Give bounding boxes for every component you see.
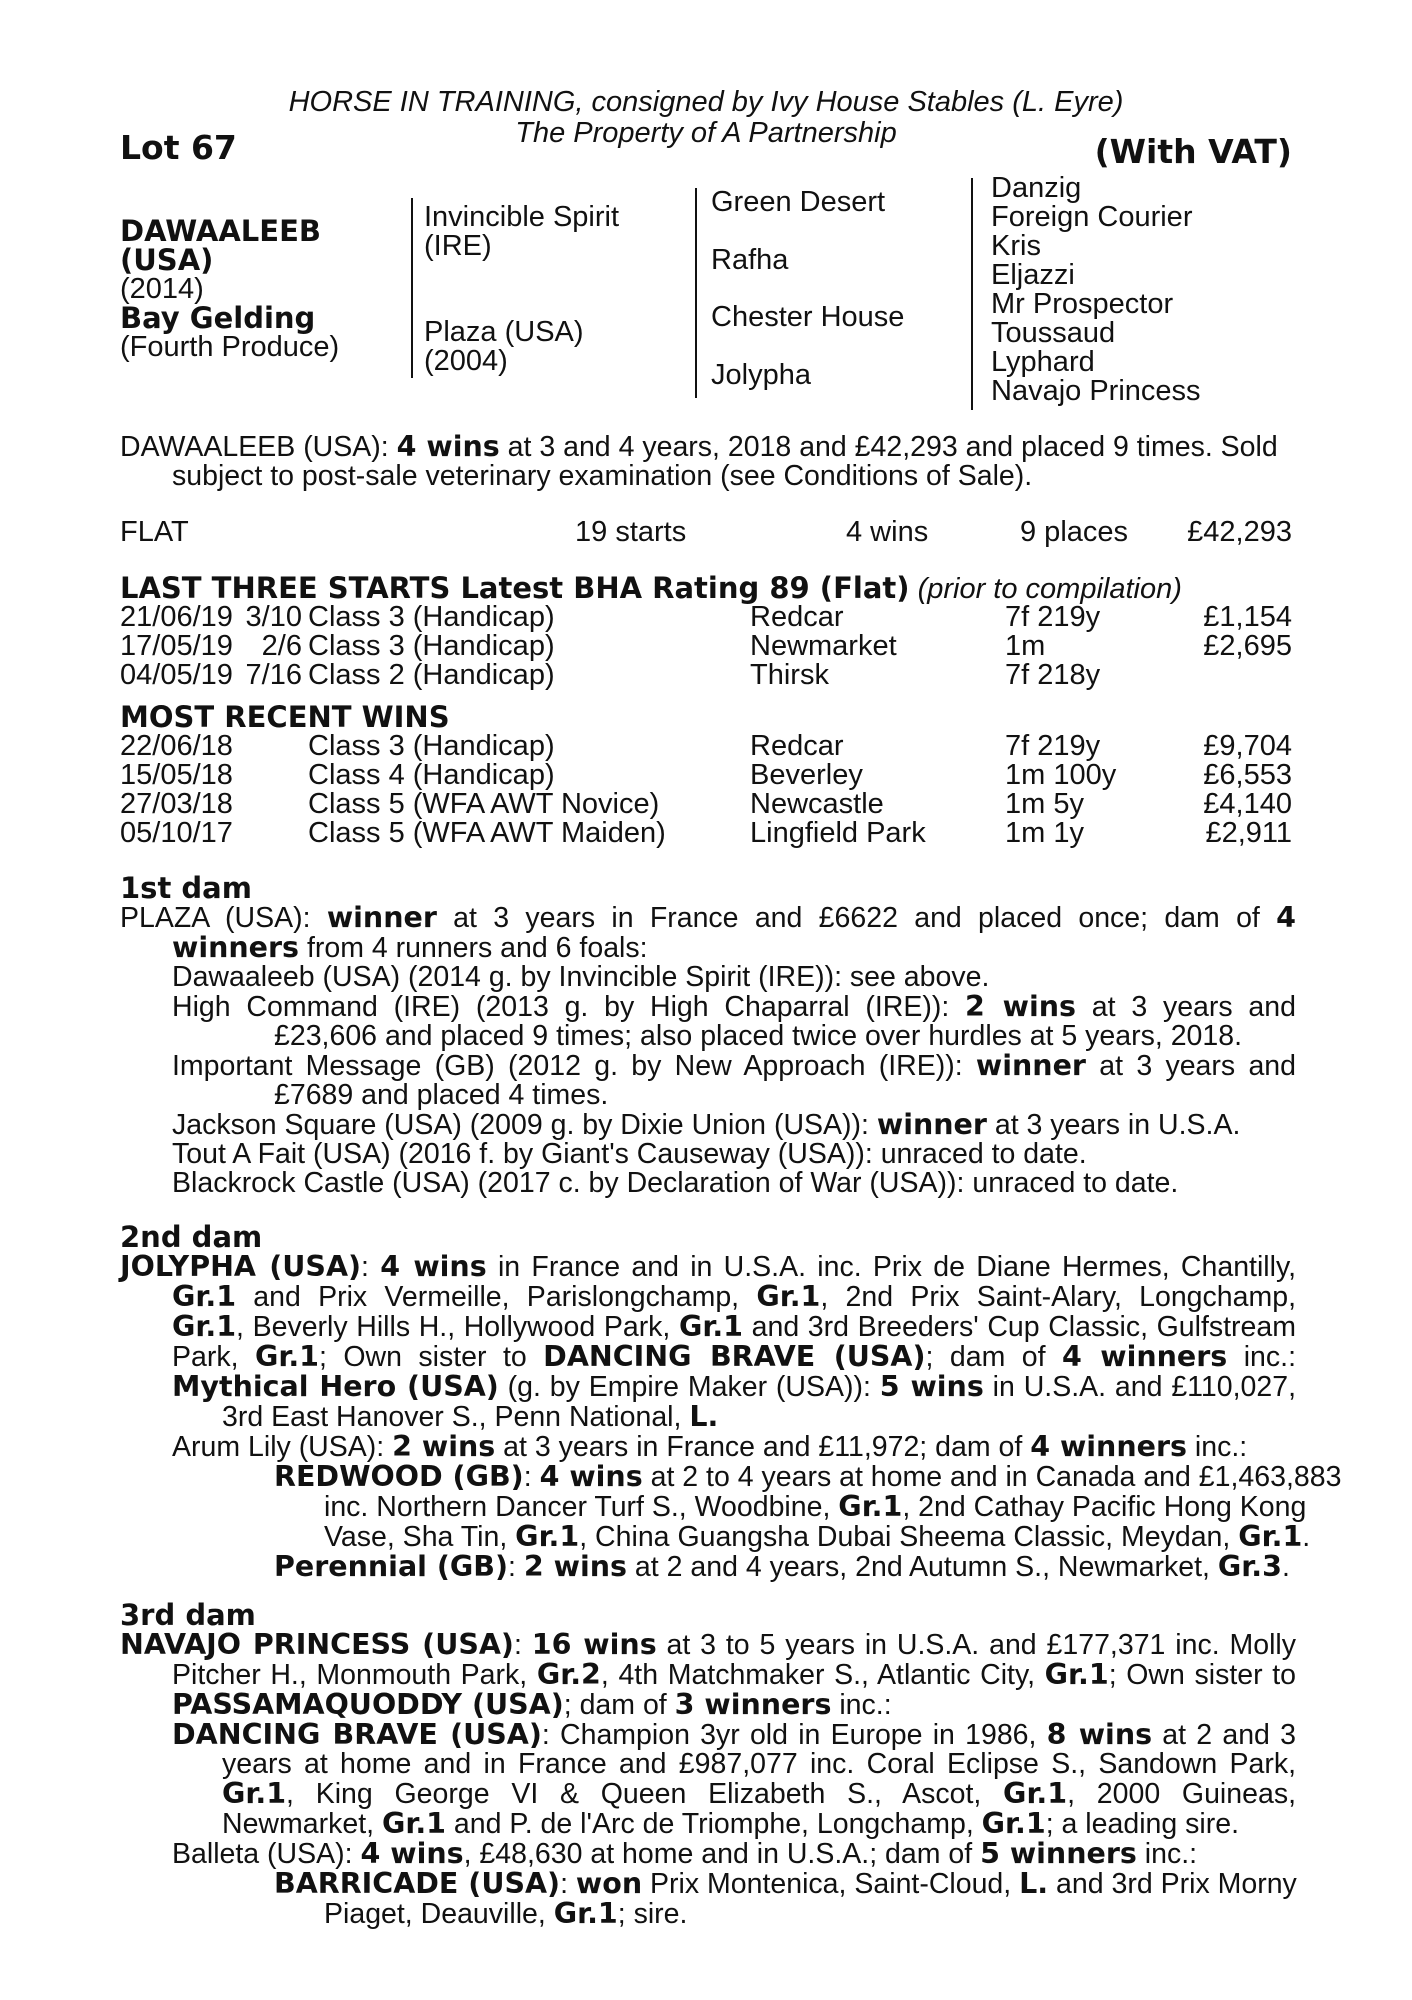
win-class: Class 4 (Handicap)	[308, 759, 555, 791]
dam3-line: years at home and in France and £987,077 inc. Coral Eclipse S., Sandown Park,	[222, 1748, 1296, 1780]
start-course: Newmarket	[750, 630, 897, 662]
summary-line2: subject to post-sale veterinary examination (see Conditions of Sale).	[172, 460, 1033, 492]
gen3-2: Foreign Courier	[991, 201, 1193, 233]
gen2-3: Chester House	[711, 301, 905, 333]
last-three-heading	[120, 571, 1182, 605]
dam2-line: inc. Northern Dancer Turf S., Woodbine, Gr.1, 2nd Cathay Pacific Hong Kong	[324, 1490, 1307, 1523]
start-prize: £1,154	[1203, 601, 1292, 633]
recent-wins-heading: MOST RECENT WINS	[120, 700, 450, 734]
dam1-heading: 1st dam	[120, 871, 252, 905]
win-date: 22/06/18	[120, 730, 233, 762]
sire-name: Invincible Spirit	[424, 201, 620, 233]
dam3-line: Balleta (USA): 4 wins, £48,630 at home and in U.S.A.; dam of 5 winners inc.:	[172, 1837, 1198, 1870]
win-class: Class 5 (WFA AWT Novice)	[308, 788, 660, 820]
dam1-line: Blackrock Castle (USA) (2017 c. by Declaration of War (USA)): unraced to date.	[172, 1167, 1179, 1199]
horse-country: (USA)	[120, 243, 214, 277]
win-course: Newcastle	[750, 788, 884, 820]
flat-prize: £42,293	[1187, 516, 1292, 548]
start-date: 04/05/19	[120, 659, 233, 691]
dam-year: (2004)	[424, 345, 508, 377]
dam2-line: JOLYPHA (USA): 4 wins in France and in U.S.A. inc. Prix de Diane Hermes, Chantilly,	[120, 1250, 1297, 1283]
dam1-line: PLAZA (USA): winner at 3 years in France and £6622 and placed once; dam of 4	[120, 901, 1296, 934]
dam1-line: Jackson Square (USA) (2009 g. by Dixie Union (USA)): winner at 3 years in U.S.A.	[172, 1108, 1241, 1141]
gen3-5: Mr Prospector	[991, 288, 1174, 320]
win-distance: 7f 219y	[1005, 730, 1101, 762]
start-distance: 1m	[1005, 630, 1046, 662]
horse-year: (2014)	[120, 273, 204, 305]
flat-label: FLAT	[120, 516, 189, 548]
horse-produce: (Fourth Produce)	[120, 331, 340, 363]
gen3-1: Danzig	[991, 172, 1082, 204]
dam3-heading: 3rd dam	[120, 1598, 256, 1632]
start-position: 3/10	[245, 601, 302, 633]
start-class: Class 3 (Handicap)	[308, 601, 555, 633]
dam3-line: DANCING BRAVE (USA): Champion 3yr old in Europe in 1986, 8 wins at 2 and 3	[172, 1718, 1296, 1751]
start-prize: £2,695	[1203, 630, 1292, 662]
start-position: 7/16	[245, 659, 302, 691]
dam1-line: Important Message (GB) (2012 g. by New Approach (IRE)): winner at 3 years and	[172, 1049, 1296, 1082]
flat-wins: 4 wins	[846, 516, 929, 548]
win-date: 15/05/18	[120, 759, 233, 791]
win-distance: 1m 100y	[1005, 759, 1117, 791]
win-distance: 1m 5y	[1005, 788, 1084, 820]
dam2-text	[120, 1250, 1342, 1583]
dam3-line: Piaget, Deauville, Gr.1; sire.	[324, 1897, 688, 1930]
vat-label: (With VAT)	[1094, 132, 1292, 171]
dam-name: Plaza (USA)	[424, 316, 584, 348]
win-date: 27/03/18	[120, 788, 233, 820]
gen3-7: Lyphard	[991, 346, 1095, 378]
dam2-line: Perennial (GB): 2 wins at 2 and 4 years, 2nd Autumn S., Newmarket, Gr.3.	[274, 1550, 1290, 1583]
dam3-text	[120, 1630, 1296, 1929]
dam2-line: Park, Gr.1; Own sister to DANCING BRAVE (USA); dam of 4 winners inc.:	[172, 1340, 1296, 1373]
start-date: 21/06/19	[120, 601, 233, 633]
win-course: Beverley	[750, 759, 863, 791]
dam3-line: NAVAJO PRINCESS (USA): 16 wins at 3 to 5 years in U.S.A. and £177,371 inc. Molly	[120, 1628, 1296, 1661]
win-prize: £2,911	[1205, 817, 1292, 849]
win-prize: £4,140	[1203, 788, 1292, 820]
dam3-line: BARRICADE (USA): won Prix Montenica, Saint-Cloud, L. and 3rd Prix Morny	[274, 1867, 1297, 1900]
dam3-line: Gr.1, King George VI & Queen Elizabeth S., Ascot, Gr.1, 2000 Guineas,	[222, 1777, 1296, 1810]
property-line: The Property of A Partnership	[515, 117, 897, 149]
win-class: Class 3 (Handicap)	[308, 730, 555, 762]
flat-places: 9 places	[1020, 516, 1129, 548]
summary	[120, 432, 1296, 491]
lot-number: Lot 67	[120, 128, 237, 167]
dam1-line: £23,606 and placed 9 times; also placed twice over hurdles at 5 years, 2018.	[274, 1020, 1243, 1052]
consignor-line: HORSE IN TRAINING, consigned by Ivy House Stables (L. Eyre)	[288, 86, 1124, 118]
win-distance: 1m 1y	[1005, 817, 1084, 849]
start-class: Class 3 (Handicap)	[308, 630, 555, 662]
dam2-line: Gr.1 and Prix Vermeille, Parislongchamp, Gr.1, 2nd Prix Saint-Alary, Longchamp,	[172, 1280, 1296, 1313]
start-distance: 7f 219y	[1005, 601, 1101, 633]
gen2-2: Rafha	[711, 244, 789, 276]
start-class: Class 2 (Handicap)	[308, 659, 555, 691]
dam2-line: Mythical Hero (USA) (g. by Empire Maker (USA)): 5 wins in U.S.A. and £110,027,	[172, 1370, 1296, 1403]
divider-1	[411, 198, 413, 378]
start-distance: 7f 218y	[1005, 659, 1101, 691]
win-date: 05/10/17	[120, 817, 233, 849]
dam1-line: Dawaaleeb (USA) (2014 g. by Invincible Spirit (IRE)): see above.	[172, 961, 990, 993]
win-prize: £9,704	[1203, 730, 1292, 762]
dam2-line: REDWOOD (GB): 4 wins at 2 to 4 years at home and in Canada and £1,463,883	[274, 1460, 1342, 1493]
horse-sex: Bay Gelding	[120, 301, 316, 335]
summary-rest: at 3 and 4 years, 2018 and £42,293 and placed 9 times. Sold	[507, 431, 1278, 463]
dam1-line: Tout A Fait (USA) (2016 f. by Giant's Causeway (USA)): unraced to date.	[172, 1138, 1087, 1170]
start-course: Thirsk	[750, 659, 829, 691]
dam2-line: Arum Lily (USA): 2 wins at 3 years in France and £11,972; dam of 4 winners inc.:	[172, 1430, 1248, 1463]
dam1-line: High Command (IRE) (2013 g. by High Chaparral (IRE)): 2 wins at 3 years and	[172, 990, 1296, 1023]
dam1-line: winners from 4 runners and 6 foals:	[172, 931, 648, 964]
start-course: Redcar	[750, 601, 844, 633]
divider-2	[695, 188, 697, 398]
start-date: 17/05/19	[120, 630, 233, 662]
horse-name: DAWAALEEB	[120, 214, 321, 248]
start-position: 2/6	[261, 630, 302, 662]
dam1-line: £7689 and placed 4 times.	[274, 1079, 609, 1111]
win-class: Class 5 (WFA AWT Maiden)	[308, 817, 666, 849]
dam2-line: 3rd East Hanover S., Penn National, L.	[222, 1400, 719, 1433]
flat-starts: 19 starts	[575, 516, 687, 548]
win-prize: £6,553	[1203, 759, 1292, 791]
dam2-line: Gr.1, Beverly Hills H., Hollywood Park, Gr.1 and 3rd Breeders' Cup Classic, Gulfstream	[172, 1310, 1296, 1343]
divider-3	[971, 178, 973, 410]
win-course: Redcar	[750, 730, 844, 762]
gen3-8: Navajo Princess	[991, 375, 1201, 407]
last-three-note: (prior to compilation)	[917, 573, 1182, 605]
gen2-4: Jolypha	[711, 359, 811, 391]
summary-wins: 4 wins	[396, 430, 500, 463]
summary-name: DAWAALEEB (USA):	[120, 431, 389, 463]
sire-country: (IRE)	[424, 230, 492, 262]
dam1-text	[120, 903, 1296, 1198]
win-course: Lingfield Park	[750, 817, 926, 849]
gen2-1: Green Desert	[711, 186, 886, 218]
gen3-3: Kris	[991, 230, 1041, 262]
dam2-line: Vase, Sha Tin, Gr.1, China Guangsha Dubai Sheema Classic, Meydan, Gr.1.	[324, 1520, 1311, 1553]
dam3-line: Pitcher H., Monmouth Park, Gr.2, 4th Matchmaker S., Atlantic City, Gr.1; Own sister to	[172, 1658, 1296, 1691]
dam3-line: PASSAMAQUODDY (USA); dam of 3 winners inc.:	[172, 1688, 892, 1721]
dam3-line: Newmarket, Gr.1 and P. de l'Arc de Triomphe, Longchamp, Gr.1; a leading sire.	[222, 1807, 1239, 1840]
gen3-6: Toussaud	[991, 317, 1116, 349]
last-three-title: LAST THREE STARTS Latest BHA Rating 89 (Flat)	[120, 571, 910, 605]
gen3-4: Eljazzi	[991, 259, 1075, 291]
dam2-heading: 2nd dam	[120, 1220, 263, 1254]
